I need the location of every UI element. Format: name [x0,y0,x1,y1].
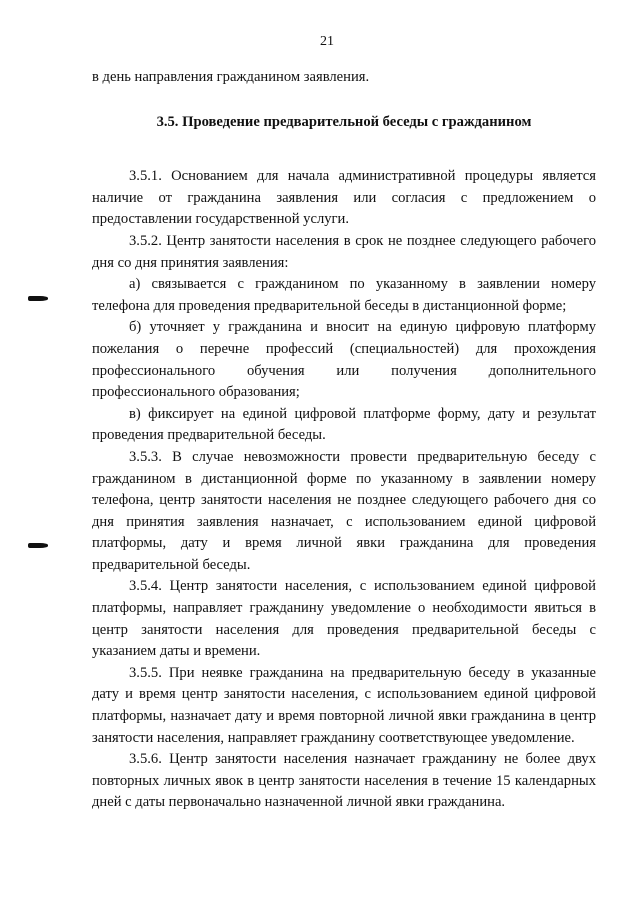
section-heading: 3.5. Проведение предварительной беседы с гражданином [156,113,532,130]
list-item-b: б) уточняет у гражданина и вносит на единую цифровую платформу пожелания о перечне профессий (специальностей) для прохождения профессионального обучения или получения дополнительного профессионального образования; [92,319,596,401]
margin-mark [28,296,48,301]
continuation-text: в день направления гражданином заявления. [92,69,370,85]
paragraph-3-5-6: 3.5.6. Центр занятости населения назначает гражданину не более двух повторных личных явок в центр занятости населения в течение 15 календарных дней с даты первоначально назначенной личной явки гражданина. [92,751,596,811]
list-item-c: в) фиксирует на единой цифровой платформе форму, дату и результат проведения предварительной беседы. [92,405,596,444]
document-body [92,67,596,814]
paragraph-3-5-5: 3.5.5. При неявке гражданина на предварительную беседу в указанные дату и время центр занятости населения, с использованием единой цифровой платформы, назначает дату и время повторной личной явки гражданина в центр занятости населения, направляет гражданину соответствующее уведомление. [92,664,596,746]
paragraph-3-5-1: 3.5.1. Основанием для начала административной процедуры является наличие от гражданина заявления или согласия с предложением о предоставлении государственной услуги. [92,168,596,228]
margin-mark [28,543,48,548]
paragraph-3-5-2: 3.5.2. Центр занятости населения в срок не позднее следующего рабочего дня со дня принятия заявления: [92,232,596,271]
list-item-a: а) связывается с гражданином по указанному в заявлении номеру телефона для проведения предварительной беседы в дистанционной форме; [92,276,596,314]
paragraph-3-5-4: 3.5.4. Центр занятости населения, с использованием единой цифровой платформы, направляет гражданину уведомление о необходимости явиться в центр занятости населения для проведения предварительной беседы с указанием даты и времени. [92,578,596,660]
paragraph-3-5-3: 3.5.3. В случае невозможности провести предварительную беседу с гражданином в дистанционной форме по указанному в заявлении номеру телефона, центр занятости населения не позднее следующего рабочего дня со дня принятия заявления назначает, с использованием единой цифровой платформы, дату и время личной явки гражданина для проведения предварительной беседы. [92,448,596,573]
page-number: 21 [320,34,334,49]
